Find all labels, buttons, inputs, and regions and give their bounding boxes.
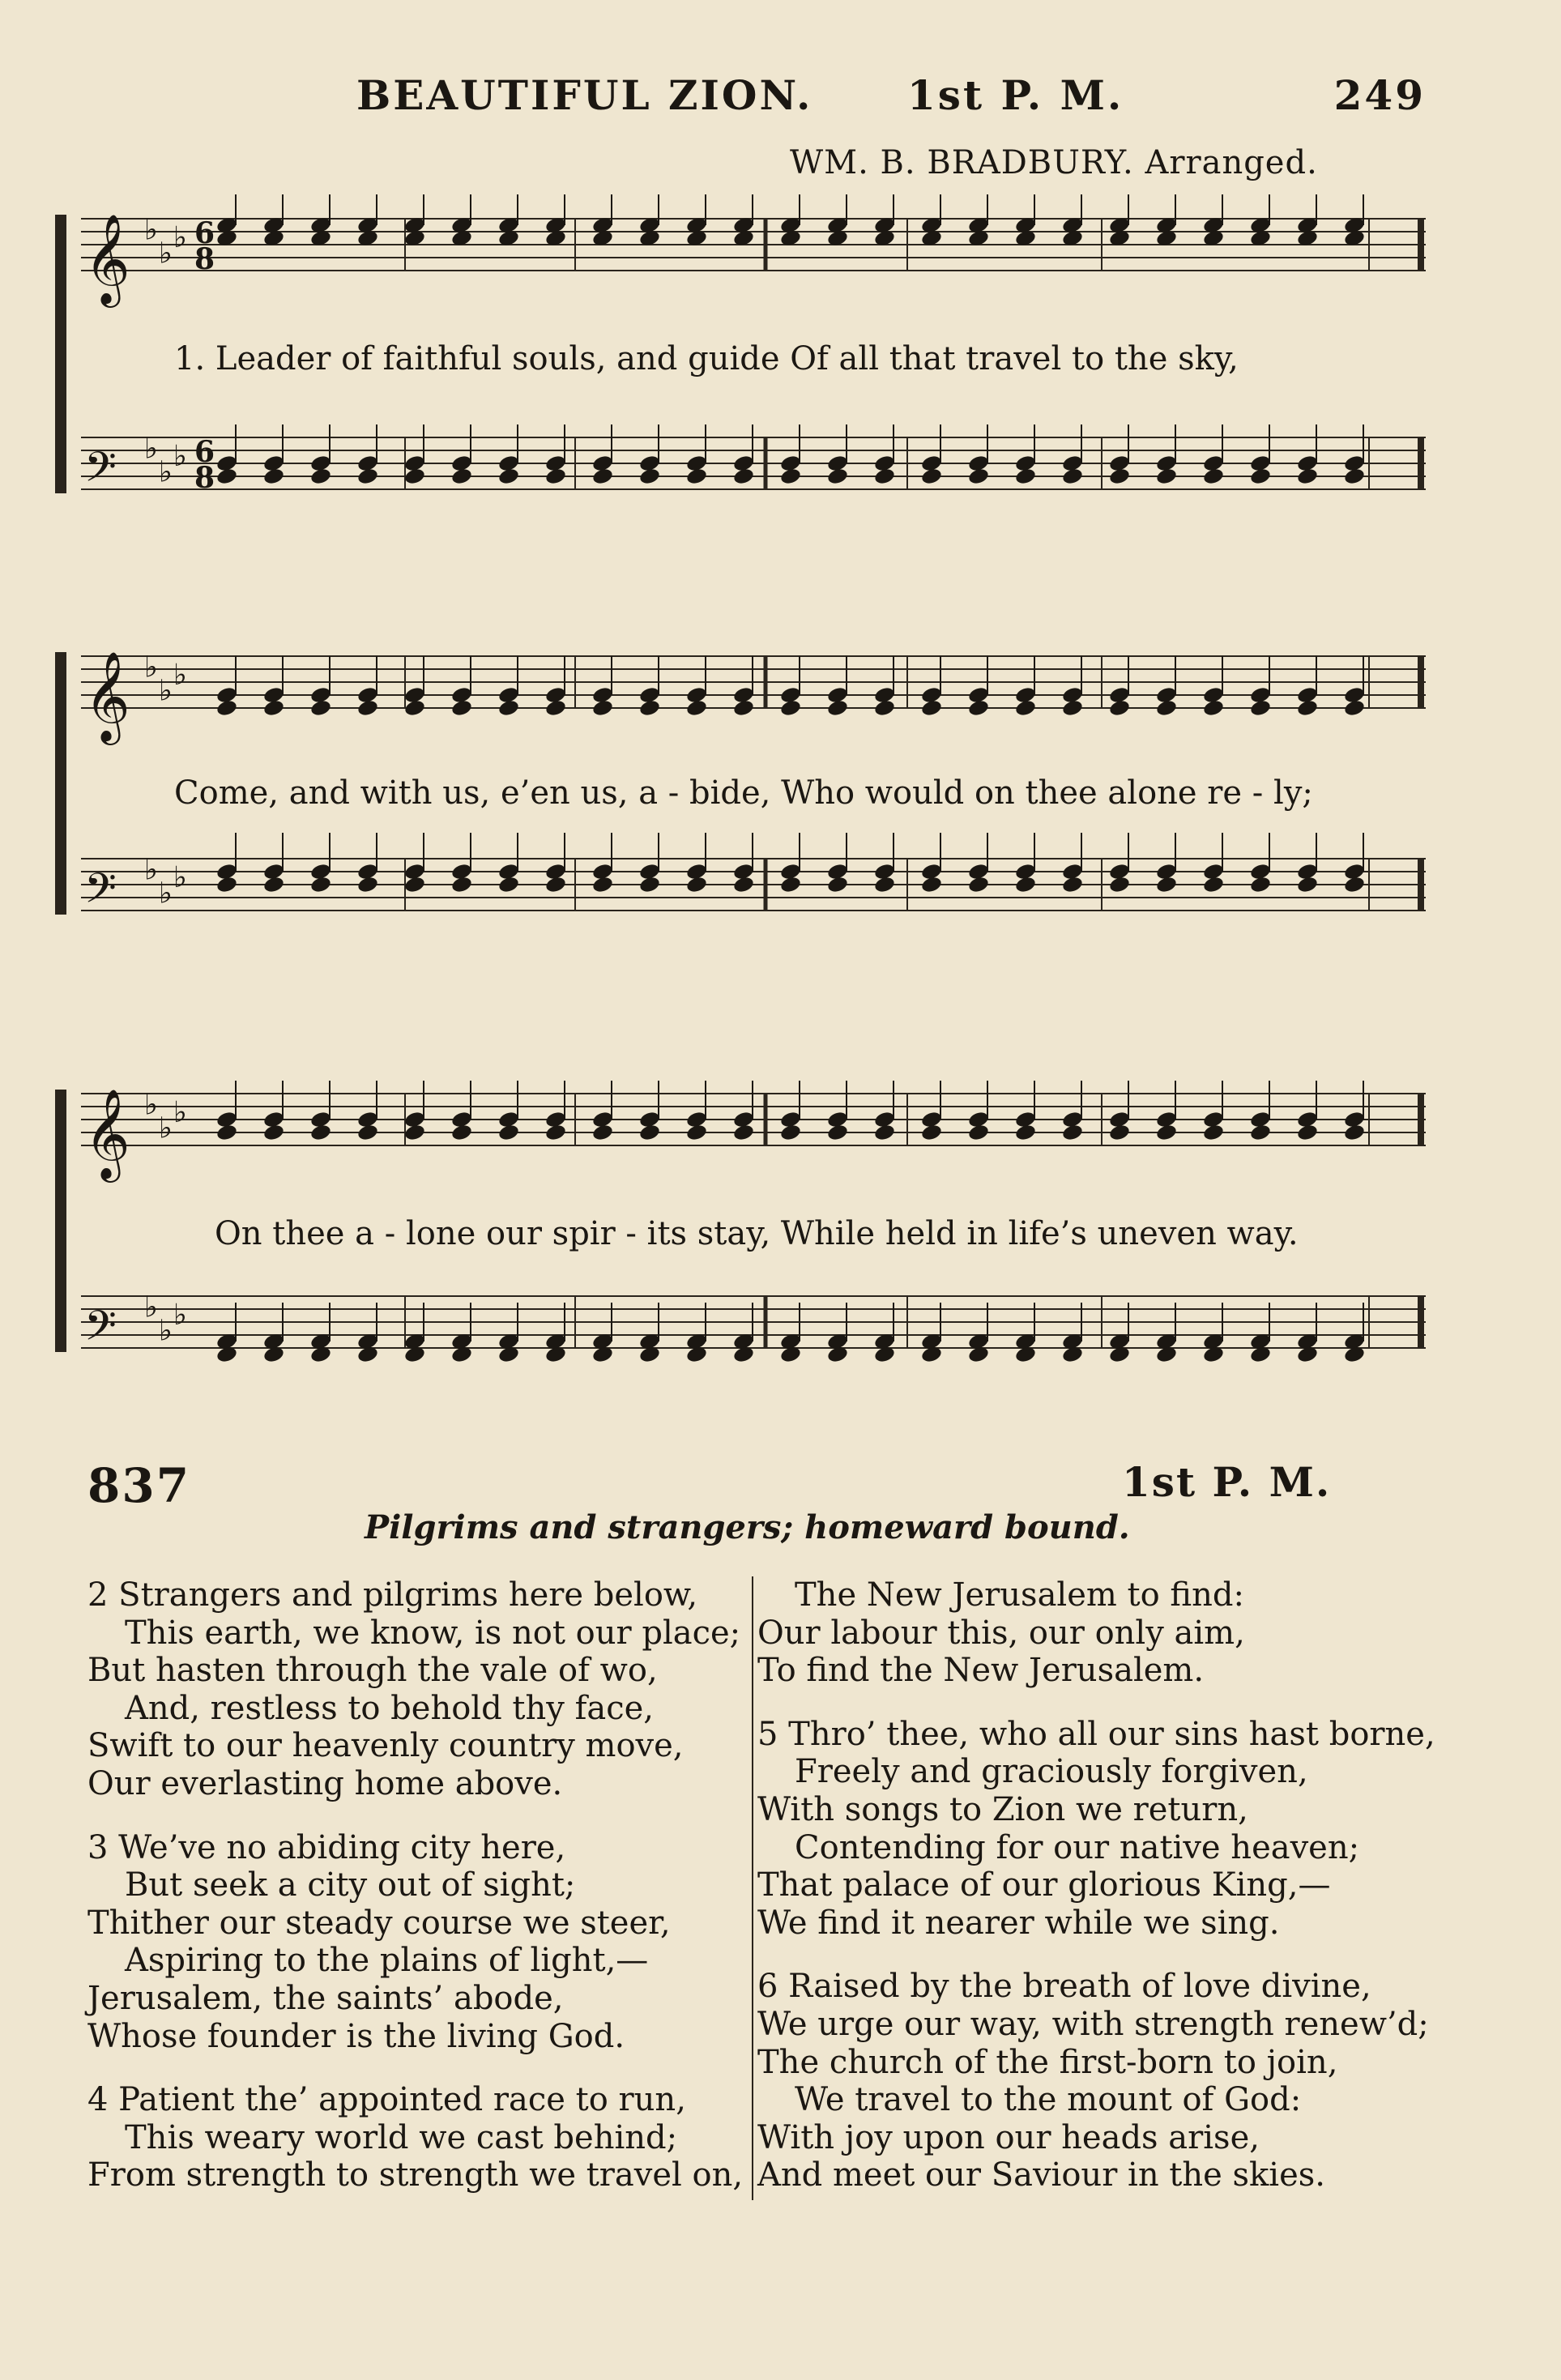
note-head — [638, 1123, 661, 1141]
note-head — [1155, 1123, 1178, 1141]
note-head — [1249, 698, 1272, 717]
note-head — [309, 1123, 332, 1141]
note-head — [1249, 875, 1272, 894]
bass-clef-icon: 𝄢 — [84, 442, 117, 501]
note-head — [591, 467, 614, 485]
page-number: 249 — [1333, 71, 1426, 119]
note-head — [1061, 698, 1084, 717]
note-head — [1343, 698, 1366, 717]
note-head — [544, 1123, 567, 1141]
note-head — [309, 875, 332, 894]
note-head — [1108, 1123, 1131, 1141]
verse-line: The church of the first-born to join, — [757, 2043, 1338, 2081]
note-head — [262, 467, 285, 485]
note-head — [967, 1123, 990, 1141]
note-head — [591, 875, 614, 894]
verse-line: Thither our steady course we steer, — [87, 1904, 671, 1942]
flat-icon: ♭ — [159, 1314, 173, 1348]
note-head — [1202, 875, 1225, 894]
note-head — [732, 698, 755, 717]
bass-clef-icon: 𝄢 — [84, 1301, 117, 1360]
flat-icon: ♭ — [144, 853, 158, 887]
bass-clef-icon: 𝄢 — [84, 864, 117, 923]
flat-icon: ♭ — [144, 213, 158, 247]
treble-clef-icon: 𝄞 — [84, 1088, 130, 1179]
note-head — [1249, 467, 1272, 485]
note-head — [450, 875, 473, 894]
music-system-3 — [49, 1069, 1442, 1426]
verse-line: This earth, we know, is not our place; — [125, 1614, 741, 1652]
note-head — [1202, 467, 1225, 485]
note-head — [450, 698, 473, 717]
note-head — [1155, 875, 1178, 894]
note-head — [1249, 1123, 1272, 1141]
flat-icon: ♭ — [144, 650, 158, 685]
verse-line: Our labour this, our only aim, — [757, 1614, 1245, 1652]
note-head — [403, 698, 426, 717]
flat-icon: ♭ — [159, 237, 173, 271]
lyric-line-1: 1. Leader of faithful souls, and guide Of all that travel to the sky, — [174, 340, 1239, 377]
note-head — [967, 698, 990, 717]
note-head — [732, 875, 755, 894]
hymn-number: 837 — [87, 1458, 191, 1513]
note-head — [920, 467, 943, 485]
flat-icon: ♭ — [173, 659, 187, 693]
note-head — [1014, 467, 1037, 485]
note-head — [1061, 467, 1084, 485]
verse-line: 3 We’ve no abiding city here, — [87, 1828, 566, 1866]
hymn-meter: 1st P. M. — [1122, 1458, 1332, 1506]
note-head — [497, 875, 520, 894]
system-brace — [55, 215, 66, 493]
note-head — [1202, 698, 1225, 717]
verse-line: To find the New Jerusalem. — [757, 1652, 1205, 1690]
verse-line: Contending for our native heaven; — [795, 1828, 1360, 1866]
verse-line: We urge our way, with strength renew’d; — [757, 2005, 1429, 2043]
note-head — [309, 467, 332, 485]
verse-line: The New Jerusalem to find: — [795, 1576, 1244, 1614]
flat-icon: ♭ — [159, 455, 173, 489]
note-head — [1202, 1123, 1225, 1141]
note-head — [826, 698, 849, 717]
verse-line: Freely and graciously forgiven, — [795, 1753, 1308, 1791]
note-head — [1014, 1123, 1037, 1141]
note-head — [1155, 698, 1178, 717]
final-barline — [1418, 1094, 1424, 1145]
note-head — [873, 467, 896, 485]
note-head — [591, 1123, 614, 1141]
time-signature-top: 6 — [194, 435, 215, 469]
note-head — [779, 875, 802, 894]
verse-line: And meet our Saviour in the skies. — [757, 2156, 1325, 2194]
composer-credit: WM. B. BRADBURY. Arranged. — [790, 144, 1318, 181]
note-head — [356, 1123, 379, 1141]
stanza — [757, 1968, 1454, 2194]
note-head — [826, 1123, 849, 1141]
note-head — [544, 467, 567, 485]
note-head — [826, 875, 849, 894]
note-head — [1155, 467, 1178, 485]
note-head — [873, 875, 896, 894]
note-head — [403, 875, 426, 894]
note-head — [685, 698, 708, 717]
note-head — [873, 1123, 896, 1141]
note-head — [638, 875, 661, 894]
tune-title: BEAUTIFUL ZION. — [356, 71, 813, 119]
lyric-line-3: On thee a - lone our spir - its stay, While held in life’s uneven way. — [215, 1215, 1299, 1252]
note-head — [591, 698, 614, 717]
verse-line: 2 Strangers and pilgrims here below, — [87, 1576, 698, 1614]
final-barline — [1418, 1296, 1424, 1348]
flat-icon: ♭ — [173, 221, 187, 255]
flat-icon: ♭ — [173, 861, 187, 895]
time-signature-bottom: 8 — [194, 461, 215, 495]
note-head — [215, 1123, 238, 1141]
flat-icon: ♭ — [159, 674, 173, 708]
note-head — [450, 1123, 473, 1141]
note-head — [1108, 875, 1131, 894]
note-head — [262, 698, 285, 717]
note-head — [1061, 875, 1084, 894]
flat-icon: ♭ — [144, 1088, 158, 1122]
verse-line: And, restless to behold thy face, — [125, 1689, 655, 1727]
note-head — [544, 875, 567, 894]
note-head — [1061, 1123, 1084, 1141]
note-head — [732, 1123, 755, 1141]
stanza — [87, 1829, 752, 2056]
note-head — [1108, 467, 1131, 485]
note-head — [779, 1123, 802, 1141]
verse-line: From strength to strength we travel on, — [87, 2156, 744, 2194]
verse-line: 6 Raised by the breath of love divine, — [757, 1968, 1371, 2006]
verse-line: We find it nearer while we sing. — [757, 1904, 1280, 1942]
stanza — [757, 1716, 1454, 1943]
verse-line: We travel to the mount of God: — [795, 2081, 1302, 2119]
note-head — [732, 467, 755, 485]
final-barline — [1418, 437, 1424, 489]
verse-line: This weary world we cast behind; — [125, 2118, 678, 2156]
final-barline — [1418, 219, 1424, 271]
note-head — [967, 875, 990, 894]
note-head — [450, 467, 473, 485]
music-system-1 — [49, 194, 1442, 551]
note-head — [1108, 698, 1131, 717]
flat-icon: ♭ — [173, 1096, 187, 1130]
note-head — [779, 698, 802, 717]
note-head — [215, 467, 238, 485]
verses-right-column — [757, 1576, 1454, 2220]
note-head — [215, 875, 238, 894]
note-head — [920, 1123, 943, 1141]
verse-line: Our everlasting home above. — [87, 1764, 563, 1802]
note-head — [262, 1123, 285, 1141]
note-head — [1014, 698, 1037, 717]
note-head — [262, 875, 285, 894]
stanza — [87, 2081, 752, 2194]
verse-line: 4 Patient the’ appointed race to run, — [87, 2081, 686, 2119]
note-head — [1296, 875, 1319, 894]
system-brace — [55, 652, 66, 915]
note-head — [544, 698, 567, 717]
note-head — [497, 467, 520, 485]
note-head — [685, 875, 708, 894]
note-head — [1296, 1123, 1319, 1141]
final-barline — [1418, 656, 1424, 708]
note-head — [685, 467, 708, 485]
verse-line: But seek a city out of sight; — [125, 1866, 576, 1904]
treble-clef-icon: 𝄞 — [84, 650, 130, 741]
flat-icon: ♭ — [173, 1299, 187, 1333]
note-head — [1014, 875, 1037, 894]
verse-line: Aspiring to the plains of light,— — [125, 1942, 649, 1980]
verse-line: With songs to Zion we return, — [757, 1790, 1248, 1828]
note-head — [826, 467, 849, 485]
note-head — [309, 698, 332, 717]
note-head — [497, 698, 520, 717]
note-head — [1343, 467, 1366, 485]
flat-icon: ♭ — [173, 440, 187, 474]
note-head — [873, 698, 896, 717]
note-head — [497, 1123, 520, 1141]
flat-icon: ♭ — [159, 1111, 173, 1145]
verses-left-column — [87, 1576, 752, 2220]
music-system-2 — [49, 632, 1442, 972]
hymn-subtitle: Pilgrims and strangers; homeward bound. — [365, 1508, 1130, 1546]
note-head — [638, 698, 661, 717]
note-head — [638, 467, 661, 485]
stanza — [757, 1576, 1454, 1690]
flat-icon: ♭ — [159, 877, 173, 911]
lyric-line-2: Come, and with us, e’en us, a - bide, Who would on thee alone re - ly; — [174, 774, 1313, 812]
tune-meter: 1st P. M. — [907, 71, 1124, 119]
note-head — [920, 875, 943, 894]
system-brace — [55, 1090, 66, 1352]
note-head — [1296, 467, 1319, 485]
stanza — [87, 1576, 752, 1803]
verse-line: 5 Thro’ thee, who all our sins hast borne, — [757, 1715, 1435, 1753]
note-head — [215, 698, 238, 717]
note-head — [1343, 1123, 1366, 1141]
note-head — [1343, 875, 1366, 894]
verse-line: Swift to our heavenly country move, — [87, 1727, 684, 1765]
verse-line: Jerusalem, the saints’ abode, — [87, 1979, 564, 2017]
note-head — [685, 1123, 708, 1141]
note-head — [779, 467, 802, 485]
time-signature-bottom: 8 — [194, 242, 215, 276]
verse-line: Whose founder is the living God. — [87, 2017, 625, 2055]
note-head — [403, 467, 426, 485]
page-header — [356, 71, 1426, 128]
note-head — [967, 467, 990, 485]
note-head — [403, 1123, 426, 1141]
time-signature-top: 6 — [194, 216, 215, 250]
note-head — [1296, 698, 1319, 717]
note-head — [356, 875, 379, 894]
verse-line: But hasten through the vale of wo, — [87, 1652, 658, 1690]
note-head — [356, 467, 379, 485]
note-head — [920, 698, 943, 717]
verse-line: With joy upon our heads arise, — [757, 2118, 1260, 2156]
column-divider — [752, 1576, 753, 2200]
note-head — [356, 698, 379, 717]
verse-line: That palace of our glorious King,— — [757, 1866, 1331, 1904]
treble-clef-icon: 𝄞 — [84, 213, 130, 304]
flat-icon: ♭ — [144, 1290, 158, 1324]
final-barline — [1418, 859, 1424, 911]
flat-icon: ♭ — [144, 432, 158, 466]
